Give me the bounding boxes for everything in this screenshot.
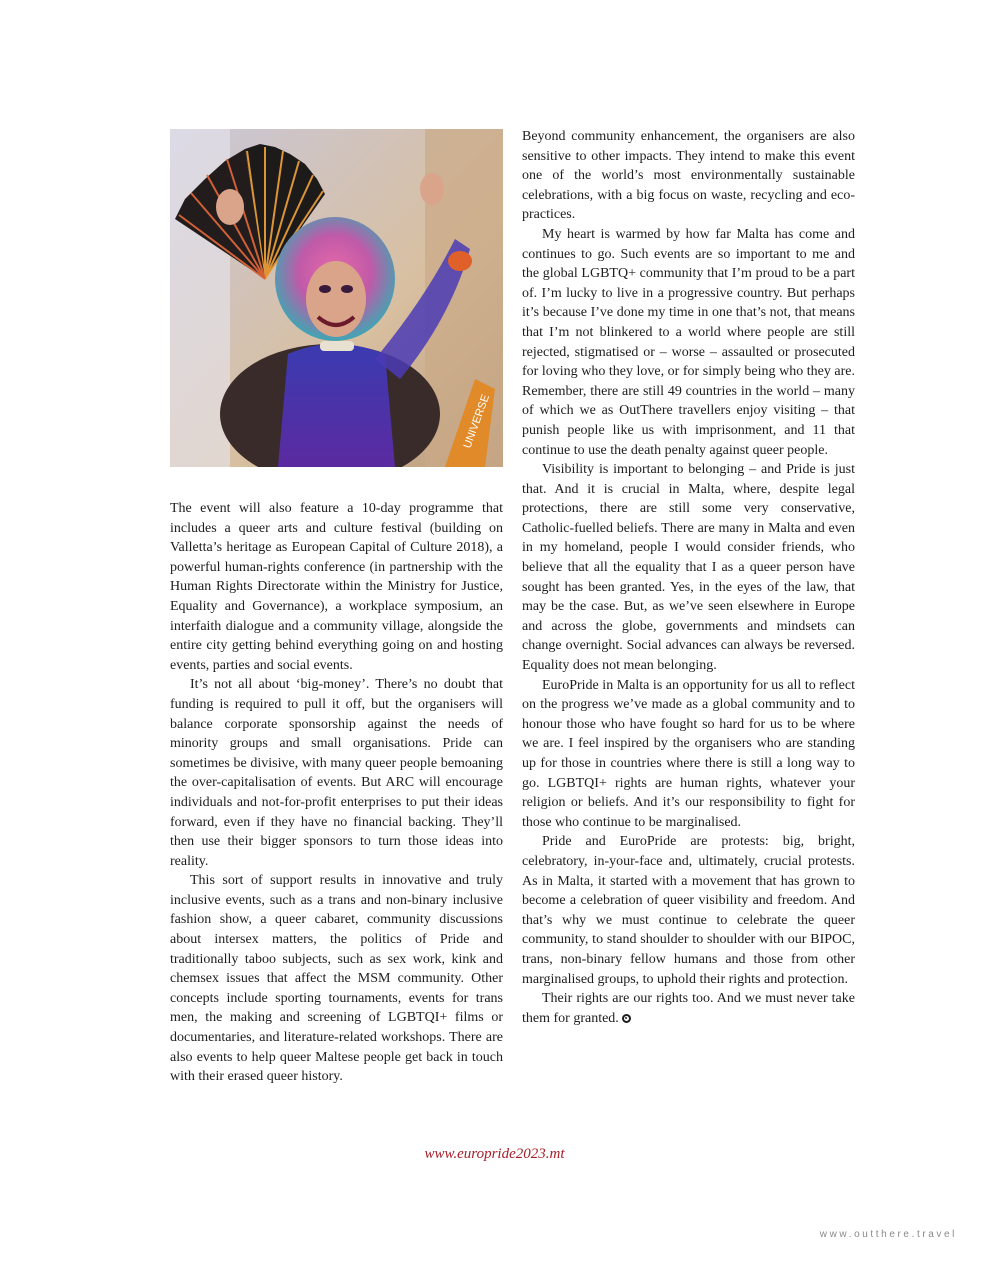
sash-text: UNIVERSE [461, 393, 493, 451]
paragraph: Beyond community enhancement, the organisers are also sensitive to other impacts. They intend to make this event one of the world’s most environmentally sustainable celebrations, with a big focus on waste, recycling and eco-practices. [522, 129, 855, 223]
article-url-link[interactable]: www.europride2023.mt [424, 1146, 565, 1162]
paragraph: It’s not all about ‘big-money’. There’s no doubt that funding is required to pull it off, but the organisers will balance corporate sponsorship against the needs of minority groups and small organisations. Pride can sometimes be divisive, with many queer people bemoaning the over-capitalisation of events. But ARC will encourage individuals and not-for-profit enterprises to put their ideas forward, even if they have no financial backing. They’ll then use their bigger sponsors to turn those ideas into reality. [170, 677, 503, 869]
article-column-right [522, 127, 855, 1028]
page-footer: www.outthere.travel [819, 1229, 957, 1240]
paragraph: This sort of support results in innovative and truly inclusive events, such as a trans and non-binary inclusive fashion show, a queer cabaret, community discussions about intersex matters, the politics of Pride and traditionally taboo subjects, such as sex work, kink and chemsex issues that affect the MSM community. Other concepts include sporting tournaments, events for trans men, the making and screening of LGBTQI+ films or documentaries, and literature-related workshops. There are also events to help queer Maltese people get back in touch with their erased queer history. [170, 873, 503, 1085]
paragraph-final [522, 989, 855, 1028]
article-column-left [170, 499, 503, 1087]
paragraph: EuroPride in Malta is an opportunity for us all to reflect on the progress we’ve made as a global community and to honour those who have fought so hard for us to be where we are. I feel inspired by the organisers who are standing up for those in countries where there is still a long way to go. LGBTQI+ rights are human rights, whatever your religion or beliefs. And it’s our responsibility to fight for those who continue to be marginalised. [522, 677, 855, 830]
paragraph: Pride and EuroPride are protests: big, bright, celebratory, in-your-face and, ultimately, crucial protests. As in Malta, it started with a movement that has grown to become a celebration of queer visibility and freedom. And that’s why we must continue to celebrate the queer community, to stand shoulder to shoulder with our BIPOC, trans, non-binary fellow humans and those from other marginalised groups, to uphold their rights and protection. [522, 834, 855, 987]
pride-performer-image [170, 129, 503, 467]
paragraph: The event will also feature a 10-day programme that includes a queer arts and culture festival (building on Valletta’s heritage as European Capital of Culture 2018), a powerful human-rights conference (in partnership with the Human Rights Directorate within the Ministry for Justice, Equality and Governance), a workplace symposium, an interfaith dialogue and a community village, alongside the entire city getting behind everything going on and hosting events, parties and social events. [170, 501, 503, 673]
paragraph: Visibility is important to belonging – and Pride is just that. And it is crucial in Malta, where, despite legal protections, there are still some very conservative, Catholic-fuelled beliefs. There are many in Malta and even in my homeland, people I would consider friends, who believe that all the equality that I as a queer person have sought has been granted. Yes, in the eyes of the law, that may be the case. But, as we’ve seen elsewhere in Europe and across the globe, governments and mindsets can change overnight. Social advances can always be reversed. Equality does not mean belonging. [522, 462, 855, 674]
article-photo [170, 129, 503, 467]
final-text: Their rights are our rights too. And we must never take them for granted. [522, 991, 855, 1026]
end-mark-icon [622, 1014, 631, 1023]
paragraph: My heart is warmed by how far Malta has come and continues to go. Such events are so important to me and the global LGBTQ+ community that I’m proud to be a part of. I’m lucky to live in a progressive country. But perhaps it’s because I’ve done my time in one that’s not, that means that I’m not blinkered to a world where people are still rejected, stigmatised or – worse – assaulted or prosecuted for loving who they love, or for simply being who they are. Remember, there are still 49 countries in the world – many of which we as OutThere travellers enjoy visiting – that punish people like us with imprisonment, and 11 that continue to use the death penalty against queer people. [522, 226, 855, 458]
